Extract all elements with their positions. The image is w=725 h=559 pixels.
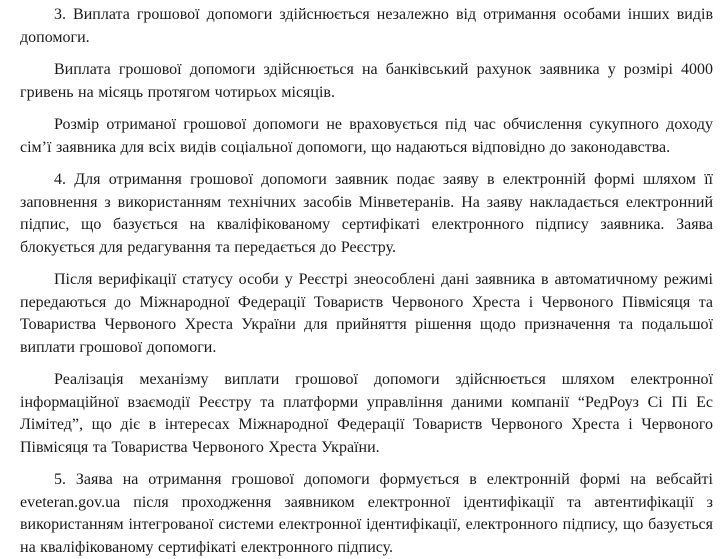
paragraph-item-4-application: 4. Для отримання грошової допомоги заявник подає заяву в електронній формі шляхом її заповнення з використанням технічних засобів Мінветеранів. На заяву накладається електронний підпис, що базується на кваліфікованому сертифікаті електронного підпису заявника. Заява блокується для редагування та передається до Реєстру. bbox=[20, 171, 713, 256]
paragraph-item-3-payment-independence: 3. Виплата грошової допомоги здійснюється незалежно від отримання особами інших видів допомоги. bbox=[20, 6, 713, 46]
paragraph-income-exclusion: Розмір отриманої грошової допомоги не враховується під час обчислення сукупного доходу сім’ї заявника для всіх видів соціальної допомоги, що надаються відповідно до законодавства. bbox=[20, 116, 713, 156]
paragraph-payment-amount: Виплата грошової допомоги здійснюється на банківський рахунок заявника у розмірі 4000 гривень на місяць протягом чотирьох місяців. bbox=[20, 61, 713, 101]
paragraph-verification: Після верифікації статусу особи у Реєстрі знеособлені дані заявника в автоматичному режимі передаються до Міжнародної Федерації Товариств Червоного Хреста і Червоного Півмісяця та Товариства Червоного Хреста України для прийняття рішення щодо призначення та подальшої виплати грошової допомоги. bbox=[20, 271, 713, 356]
paragraph-item-5-website: 5. Заява на отримання грошової допомоги формується в електронній формі на вебсайті eveteran.gov.ua після проходження заявником електронної ідентифікації та автентифікації з використанням інтегрованої системи електронної ідентифікації, електронного підпису, що базується на кваліфікованому сертифікаті електронного підпису. bbox=[20, 471, 713, 556]
paragraph-mechanism: Реалізація механізму виплати грошової допомоги здійснюється шляхом електронної інформаційної взаємодії Реєстру та платформи управління даними компанії “РедРоуз Сі Пі Ес Лімітед”, що діє в інтересах Міжнародної Федерації Товариств Червоного Хреста і Червоного Півмісяця та Товариства Червоного Хреста України. bbox=[20, 371, 713, 456]
